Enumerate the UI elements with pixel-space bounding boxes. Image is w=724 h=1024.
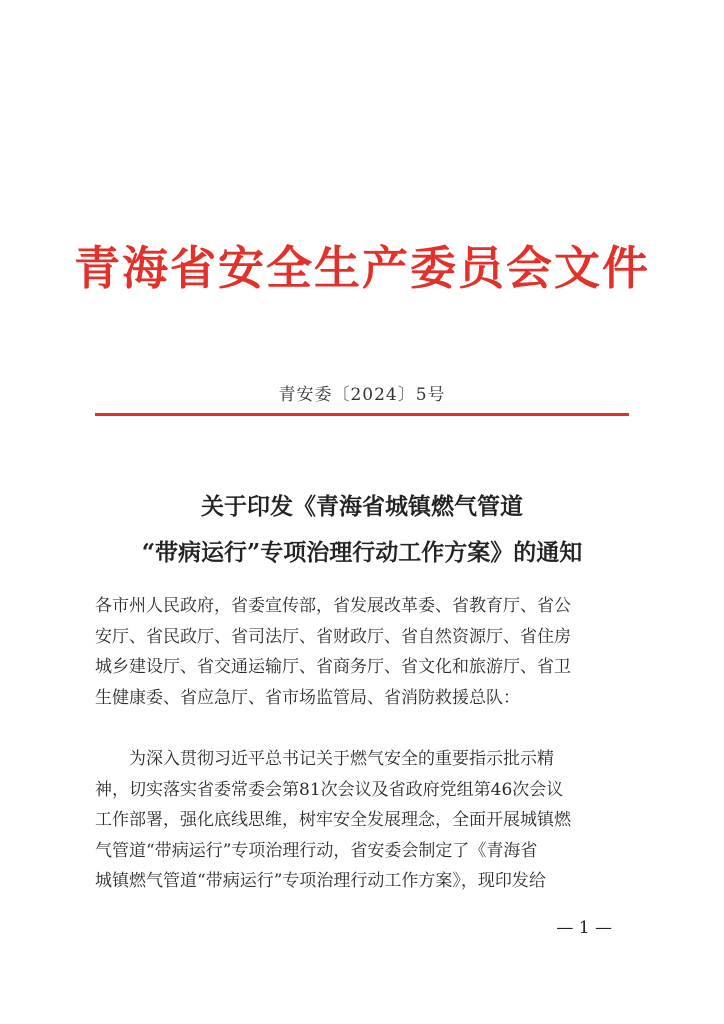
- document-masthead: 青海省安全生产委员会文件: [74, 241, 650, 295]
- red-divider-line: [95, 413, 629, 416]
- document-number: 青安委〔2024〕5号: [278, 385, 446, 405]
- notice-title: [80, 484, 644, 576]
- notice-title-line-2: “带病运行”专项治理行动工作方案》的通知: [141, 539, 583, 566]
- body-line: 为深入贯彻习近平总书记关于燃气安全的重要指示批示精: [95, 749, 554, 769]
- recipients-line: 生健康委、省应急厅、省市场监管局、省消防救援总队：: [95, 687, 520, 708]
- recipients-block: [95, 591, 633, 713]
- page-number: — 1 —: [556, 918, 612, 938]
- notice-title-line-1: 关于印发《青海省城镇燃气管道: [201, 493, 523, 520]
- recipients-line: 安厅、省民政厅、省司法厅、省财政厅、省自然资源厅、省住房: [95, 626, 571, 647]
- body-line: 气管道“带病运行”专项治理行动，省安委会制定了《青海省: [95, 840, 538, 861]
- body-line: 工作部署，强化底线思维，树牢安全发展理念，全面开展城镇燃: [95, 810, 571, 830]
- recipients-line: 城乡建设厅、省交通运输厅、省商务厅、省文化和旅游厅、省卫: [95, 657, 571, 677]
- body-paragraph: [95, 744, 633, 897]
- body-line: 神，切实落实省委常委会第81次会议及省政府党组第46次会议: [95, 779, 564, 800]
- recipients-line: 各市州人民政府，省委宣传部，省发展改革委、省教育厅、省公: [95, 596, 571, 616]
- body-line: 城镇燃气管道“带病运行”专项治理行动工作方案》，现印发给: [95, 871, 546, 891]
